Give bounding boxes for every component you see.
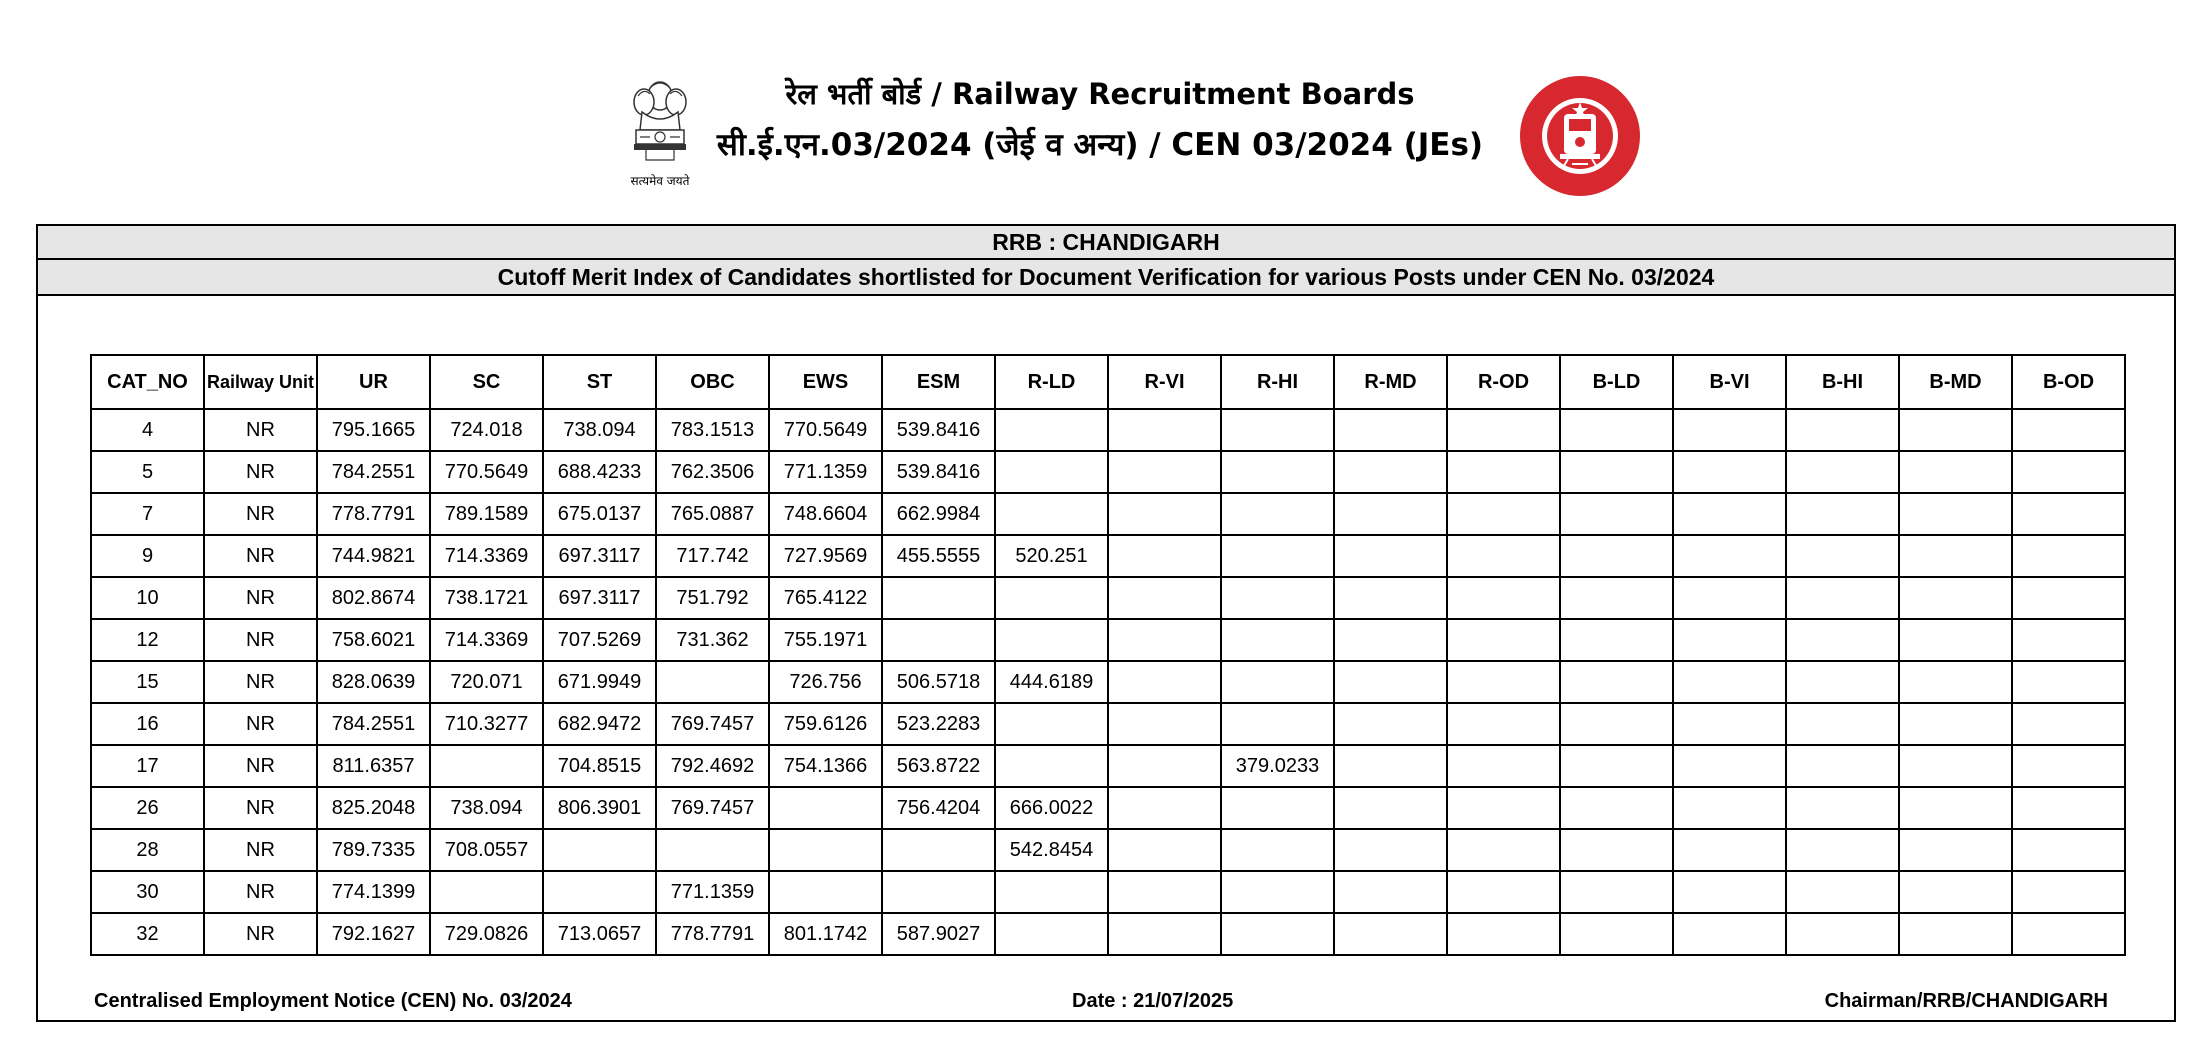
table-cell: 792.4692 xyxy=(656,745,769,787)
table-cell: 682.9472 xyxy=(543,703,656,745)
table-cell xyxy=(995,619,1108,661)
table-cell: NR xyxy=(204,535,317,577)
table-cell xyxy=(1447,829,1560,871)
table-cell xyxy=(882,829,995,871)
page-subtitle: सी.ई.एन.03/2024 (जेई व अन्य) / CEN 03/2024 (JEs) xyxy=(716,127,1484,163)
table-cell xyxy=(1786,829,1899,871)
table-cell: 738.094 xyxy=(543,409,656,451)
column-header: R-LD xyxy=(995,355,1108,409)
table-row xyxy=(91,577,2125,619)
table-cell: 744.9821 xyxy=(317,535,430,577)
table-row xyxy=(91,871,2125,913)
table-cell: 15 xyxy=(91,661,204,703)
table-cell: 825.2048 xyxy=(317,787,430,829)
table-cell xyxy=(1447,787,1560,829)
table-cell: 12 xyxy=(91,619,204,661)
table-cell xyxy=(1447,619,1560,661)
table-cell: 828.0639 xyxy=(317,661,430,703)
table-cell xyxy=(2012,619,2125,661)
table-cell: NR xyxy=(204,829,317,871)
table-cell xyxy=(995,451,1108,493)
table-cell: 801.1742 xyxy=(769,913,882,955)
table-cell: 10 xyxy=(91,577,204,619)
table-cell: 748.6604 xyxy=(769,493,882,535)
table-cell: NR xyxy=(204,493,317,535)
table-cell: 765.0887 xyxy=(656,493,769,535)
table-cell: 697.3117 xyxy=(543,535,656,577)
table-cell: 523.2283 xyxy=(882,703,995,745)
table-cell: NR xyxy=(204,787,317,829)
table-cell: 729.0826 xyxy=(430,913,543,955)
table-cell: NR xyxy=(204,409,317,451)
table-cell xyxy=(2012,745,2125,787)
column-header: B-LD xyxy=(1560,355,1673,409)
table-cell: 738.1721 xyxy=(430,577,543,619)
table-row xyxy=(91,535,2125,577)
table-cell xyxy=(1221,619,1334,661)
table-cell: NR xyxy=(204,619,317,661)
table-cell: 770.5649 xyxy=(769,409,882,451)
table-cell xyxy=(1786,493,1899,535)
table-cell: NR xyxy=(204,451,317,493)
table-cell xyxy=(1899,661,2012,703)
table-cell xyxy=(1447,451,1560,493)
column-header: UR xyxy=(317,355,430,409)
footer-cen-number: Centralised Employment Notice (CEN) No. 03/2024 xyxy=(94,990,572,1012)
column-header: SC xyxy=(430,355,543,409)
table-cell xyxy=(1334,871,1447,913)
table-cell xyxy=(1221,451,1334,493)
table-cell: 710.3277 xyxy=(430,703,543,745)
table-cell: 778.7791 xyxy=(656,913,769,955)
table-cell xyxy=(1108,661,1221,703)
table-cell: NR xyxy=(204,913,317,955)
table-cell: 688.4233 xyxy=(543,451,656,493)
table-cell xyxy=(1108,577,1221,619)
table-cell: 30 xyxy=(91,871,204,913)
table-cell: 7 xyxy=(91,493,204,535)
table-cell xyxy=(1786,661,1899,703)
table-cell xyxy=(1334,451,1447,493)
table-cell xyxy=(1334,535,1447,577)
table-cell: 784.2551 xyxy=(317,703,430,745)
table-cell: 587.9027 xyxy=(882,913,995,955)
table-cell xyxy=(1108,451,1221,493)
table-cell: 16 xyxy=(91,703,204,745)
table-cell: NR xyxy=(204,745,317,787)
table-cell xyxy=(430,745,543,787)
table-cell xyxy=(2012,871,2125,913)
table-cell xyxy=(995,577,1108,619)
table-cell xyxy=(1560,703,1673,745)
table-cell: 784.2551 xyxy=(317,451,430,493)
table-cell: 28 xyxy=(91,829,204,871)
table-cell xyxy=(1786,703,1899,745)
column-header: ESM xyxy=(882,355,995,409)
table-cell: 724.018 xyxy=(430,409,543,451)
table-row xyxy=(91,493,2125,535)
table-cell: 717.742 xyxy=(656,535,769,577)
table-cell xyxy=(1447,409,1560,451)
table-cell xyxy=(1899,871,2012,913)
table-cell: 774.1399 xyxy=(317,871,430,913)
table-cell xyxy=(1560,745,1673,787)
table-body xyxy=(91,409,2125,955)
table-cell: 731.362 xyxy=(656,619,769,661)
table-cell xyxy=(2012,493,2125,535)
table-cell xyxy=(1899,703,2012,745)
table-cell xyxy=(1447,577,1560,619)
table-cell xyxy=(1108,535,1221,577)
table-cell: 751.792 xyxy=(656,577,769,619)
table-cell xyxy=(1786,619,1899,661)
table-cell: 671.9949 xyxy=(543,661,656,703)
column-header: B-VI xyxy=(1673,355,1786,409)
table-cell xyxy=(1221,829,1334,871)
table-cell xyxy=(1560,451,1673,493)
table-cell xyxy=(1560,493,1673,535)
table-cell xyxy=(1221,409,1334,451)
column-header: Railway Unit xyxy=(204,355,317,409)
table-cell xyxy=(1560,787,1673,829)
table-header-row xyxy=(91,355,2125,409)
table-cell xyxy=(1447,535,1560,577)
table-cell: 542.8454 xyxy=(995,829,1108,871)
table-cell xyxy=(1673,493,1786,535)
table-cell: 769.7457 xyxy=(656,703,769,745)
table-cell: 675.0137 xyxy=(543,493,656,535)
table-cell: 771.1359 xyxy=(656,871,769,913)
table-cell xyxy=(1108,913,1221,955)
table-cell xyxy=(1221,913,1334,955)
table-cell xyxy=(1560,829,1673,871)
cutoff-document xyxy=(36,224,2176,1022)
table-cell: 765.4122 xyxy=(769,577,882,619)
table-cell: 771.1359 xyxy=(769,451,882,493)
cutoff-table xyxy=(90,354,2126,956)
table-row xyxy=(91,619,2125,661)
table-cell xyxy=(1786,745,1899,787)
table-row xyxy=(91,661,2125,703)
column-header: R-OD xyxy=(1447,355,1560,409)
table-cell xyxy=(1899,535,2012,577)
table-cell xyxy=(543,871,656,913)
table-cell: 708.0557 xyxy=(430,829,543,871)
table-cell xyxy=(1673,829,1786,871)
table-cell: NR xyxy=(204,703,317,745)
table-cell xyxy=(1221,661,1334,703)
table-cell xyxy=(995,409,1108,451)
table-cell xyxy=(2012,787,2125,829)
table-cell: 563.8722 xyxy=(882,745,995,787)
table-cell xyxy=(2012,661,2125,703)
table-cell xyxy=(1673,577,1786,619)
table-row xyxy=(91,703,2125,745)
table-row xyxy=(91,829,2125,871)
table-cell xyxy=(1786,577,1899,619)
table-cell xyxy=(430,871,543,913)
table-cell xyxy=(995,871,1108,913)
table-cell xyxy=(2012,703,2125,745)
table-cell: 759.6126 xyxy=(769,703,882,745)
page-header xyxy=(0,60,2200,200)
table-cell xyxy=(1899,493,2012,535)
table-cell xyxy=(1673,661,1786,703)
table-cell: 704.8515 xyxy=(543,745,656,787)
table-cell xyxy=(1560,913,1673,955)
table-cell xyxy=(1108,409,1221,451)
table-cell xyxy=(1108,871,1221,913)
table-cell xyxy=(1899,787,2012,829)
table-cell xyxy=(1786,535,1899,577)
table-cell xyxy=(1899,451,2012,493)
table-cell: NR xyxy=(204,871,317,913)
table-cell: 738.094 xyxy=(430,787,543,829)
table-cell xyxy=(1899,577,2012,619)
table-cell: 713.0657 xyxy=(543,913,656,955)
table-cell: 726.756 xyxy=(769,661,882,703)
table-cell xyxy=(1673,451,1786,493)
table-cell xyxy=(1447,871,1560,913)
table-cell: 506.5718 xyxy=(882,661,995,703)
table-cell: 455.5555 xyxy=(882,535,995,577)
table-cell xyxy=(1108,703,1221,745)
title-block xyxy=(700,72,1500,174)
table-cell: 714.3369 xyxy=(430,619,543,661)
table-row xyxy=(91,745,2125,787)
column-header: B-OD xyxy=(2012,355,2125,409)
table-cell xyxy=(1673,619,1786,661)
column-header: OBC xyxy=(656,355,769,409)
table-cell xyxy=(1334,829,1447,871)
table-cell xyxy=(769,787,882,829)
table-cell xyxy=(995,745,1108,787)
table-cell: 26 xyxy=(91,787,204,829)
table-cell: 714.3369 xyxy=(430,535,543,577)
table-cell: NR xyxy=(204,661,317,703)
column-header: R-MD xyxy=(1334,355,1447,409)
table-cell xyxy=(1221,577,1334,619)
table-cell xyxy=(1560,535,1673,577)
table-cell xyxy=(1334,661,1447,703)
table-cell xyxy=(995,913,1108,955)
table-row xyxy=(91,787,2125,829)
table-row xyxy=(91,409,2125,451)
table-cell: 17 xyxy=(91,745,204,787)
table-cell xyxy=(1334,745,1447,787)
table-cell xyxy=(1334,409,1447,451)
table-cell: 756.4204 xyxy=(882,787,995,829)
table-cell xyxy=(1447,913,1560,955)
table-cell: 444.6189 xyxy=(995,661,1108,703)
table-cell xyxy=(1560,619,1673,661)
table-cell: 520.251 xyxy=(995,535,1108,577)
table-cell xyxy=(995,493,1108,535)
table-cell xyxy=(1673,703,1786,745)
table-cell: 666.0022 xyxy=(995,787,1108,829)
table-cell: 789.1589 xyxy=(430,493,543,535)
table-cell xyxy=(1334,577,1447,619)
table-cell: 697.3117 xyxy=(543,577,656,619)
table-cell xyxy=(1786,787,1899,829)
table-cell: 806.3901 xyxy=(543,787,656,829)
table-cell: 755.1971 xyxy=(769,619,882,661)
column-header: R-VI xyxy=(1108,355,1221,409)
table-cell: 758.6021 xyxy=(317,619,430,661)
table-cell xyxy=(1899,913,2012,955)
table-cell xyxy=(1786,451,1899,493)
table-cell xyxy=(882,871,995,913)
table-cell: 754.1366 xyxy=(769,745,882,787)
table-cell: NR xyxy=(204,577,317,619)
table-cell xyxy=(1899,409,2012,451)
column-header: ST xyxy=(543,355,656,409)
table-cell xyxy=(769,871,882,913)
table-cell xyxy=(1560,409,1673,451)
table-cell xyxy=(1673,787,1786,829)
table-cell: 32 xyxy=(91,913,204,955)
table-cell xyxy=(1560,577,1673,619)
table-cell xyxy=(1334,619,1447,661)
table-cell: 789.7335 xyxy=(317,829,430,871)
table-cell xyxy=(1673,871,1786,913)
table-cell xyxy=(656,829,769,871)
table-cell: 662.9984 xyxy=(882,493,995,535)
table-row xyxy=(91,451,2125,493)
table-cell xyxy=(2012,409,2125,451)
table-cell: 795.1665 xyxy=(317,409,430,451)
table-cell xyxy=(2012,451,2125,493)
table-cell xyxy=(1560,871,1673,913)
table-cell xyxy=(1221,871,1334,913)
page-title: रेल भर्ती बोर्ड / Railway Recruitment Boards xyxy=(785,77,1415,111)
table-cell: 783.1513 xyxy=(656,409,769,451)
table-cell xyxy=(1334,913,1447,955)
table-cell xyxy=(1108,787,1221,829)
table-cell xyxy=(1221,493,1334,535)
table-cell xyxy=(1673,409,1786,451)
table-cell xyxy=(1108,745,1221,787)
table-cell: 5 xyxy=(91,451,204,493)
table-cell: 707.5269 xyxy=(543,619,656,661)
table-cell xyxy=(1447,493,1560,535)
table-cell xyxy=(882,577,995,619)
table-cell xyxy=(1334,787,1447,829)
table-cell xyxy=(656,661,769,703)
footer-signatory: Chairman/RRB/CHANDIGARH xyxy=(1824,990,2108,1012)
table-cell xyxy=(769,829,882,871)
table-cell xyxy=(1221,787,1334,829)
table-cell: 811.6357 xyxy=(317,745,430,787)
table-cell: 4 xyxy=(91,409,204,451)
rrb-banner: RRB : CHANDIGARH xyxy=(38,226,2174,260)
table-cell: 9 xyxy=(91,535,204,577)
table-cell xyxy=(1108,493,1221,535)
table-cell xyxy=(1560,661,1673,703)
table-cell: 539.8416 xyxy=(882,451,995,493)
table-cell xyxy=(1786,409,1899,451)
table-cell xyxy=(2012,535,2125,577)
table-cell xyxy=(2012,829,2125,871)
table-cell xyxy=(1899,745,2012,787)
table-cell xyxy=(995,703,1108,745)
emblem-motto: सत्यमेव जयते xyxy=(630,174,690,188)
table-cell xyxy=(1673,913,1786,955)
table-cell xyxy=(1899,829,2012,871)
column-header: R-HI xyxy=(1221,355,1334,409)
table-cell: 727.9569 xyxy=(769,535,882,577)
table-row xyxy=(91,913,2125,955)
footer-date: Date : 21/07/2025 xyxy=(1072,990,1234,1012)
table-cell xyxy=(1334,493,1447,535)
table-cell: 778.7791 xyxy=(317,493,430,535)
table-cell: 379.0233 xyxy=(1221,745,1334,787)
table-cell xyxy=(1108,829,1221,871)
table-cell xyxy=(1108,619,1221,661)
column-header: B-HI xyxy=(1786,355,1899,409)
table-cell xyxy=(1447,703,1560,745)
table-cell xyxy=(1786,913,1899,955)
table-cell xyxy=(1786,871,1899,913)
table-cell: 770.5649 xyxy=(430,451,543,493)
table-cell: 802.8674 xyxy=(317,577,430,619)
column-header: CAT_NO xyxy=(91,355,204,409)
table-cell xyxy=(543,829,656,871)
table-cell xyxy=(1899,619,2012,661)
indian-railways-logo-icon xyxy=(1518,74,1642,198)
table-cell xyxy=(1221,703,1334,745)
table-cell xyxy=(1447,661,1560,703)
table-cell xyxy=(1334,703,1447,745)
table-cell: 769.7457 xyxy=(656,787,769,829)
table-cell: 792.1627 xyxy=(317,913,430,955)
table-cell xyxy=(1221,535,1334,577)
column-header: EWS xyxy=(769,355,882,409)
table-cell xyxy=(2012,577,2125,619)
table-cell xyxy=(1673,745,1786,787)
table-cell xyxy=(2012,913,2125,955)
notice-subtitle: Cutoff Merit Index of Candidates shortlisted for Document Verification for various Posts under CEN No. 03/2024 xyxy=(38,260,2174,296)
table-cell: 720.071 xyxy=(430,661,543,703)
table-cell xyxy=(1673,535,1786,577)
column-header: B-MD xyxy=(1899,355,2012,409)
table-cell xyxy=(1447,745,1560,787)
table-cell xyxy=(882,619,995,661)
table-cell: 539.8416 xyxy=(882,409,995,451)
table-cell: 762.3506 xyxy=(656,451,769,493)
